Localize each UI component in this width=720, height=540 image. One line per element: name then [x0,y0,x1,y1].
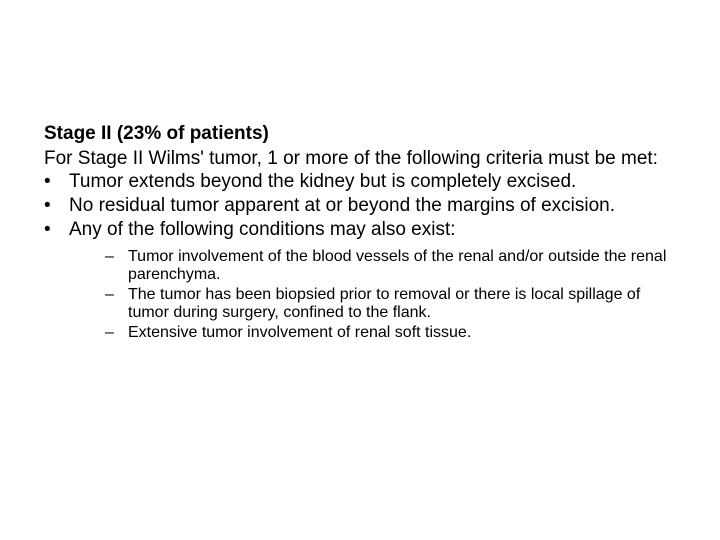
bullet-marker: • [44,171,51,192]
condition-item [105,248,684,284]
dash-marker: – [105,248,114,265]
condition-item-text: Tumor involvement of the blood vessels of the renal and/or outside the renal parenchyma. [128,248,667,283]
criteria-item-text: Any of the following conditions may also exist: [69,219,456,240]
criteria-intro: For Stage II Wilms' tumor, 1 or more of the following criteria must be met: [44,148,658,169]
bullet-marker: • [44,195,51,216]
dash-marker: – [105,286,114,303]
condition-item-text: Extensive tumor involvement of renal soft tissue. [128,324,472,341]
condition-item [105,324,684,342]
conditions-list [105,248,684,342]
criteria-item [44,172,684,192]
criteria-item [44,220,684,342]
stage-heading: Stage II (23% of patients) [44,123,269,144]
criteria-list [44,172,684,342]
dash-marker: – [105,324,114,341]
criteria-item-text: Tumor extends beyond the kidney but is completely excised. [69,171,577,192]
condition-item-text: The tumor has been biopsied prior to removal or there is local spillage of tumor during surgery, confined to the flank. [128,286,641,321]
condition-item [105,286,684,322]
slide-content [44,122,684,346]
bullet-marker: • [44,219,51,240]
criteria-item-text: No residual tumor apparent at or beyond the margins of excision. [69,195,616,216]
criteria-item [44,196,684,216]
